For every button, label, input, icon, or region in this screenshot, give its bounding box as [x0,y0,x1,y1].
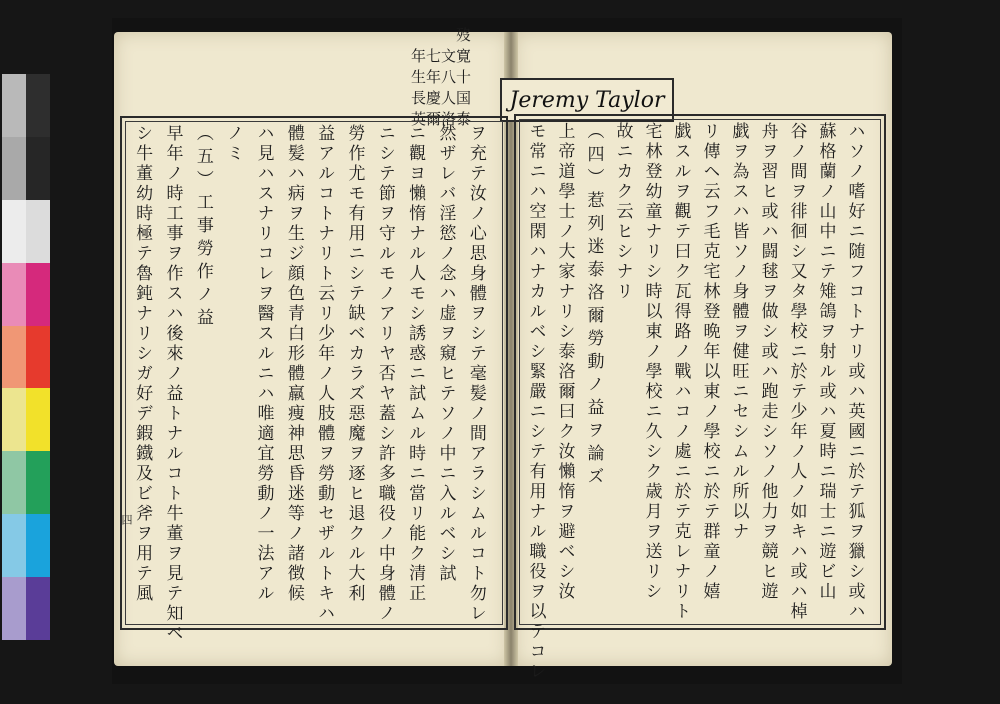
text-column: 然ザレバ淫慾ノ念ハ虚ヲ窺ヒテソノ中ニ入ルベシ試 [435,124,456,584]
margin-note-line: 泰洛爾英 [409,111,472,128]
text-column: 故ニカク云ヒシナリ [612,122,633,302]
text-column: 宅林登幼童ナリシ時以東ノ學校ニ久シク歳月ヲ送リシ [641,122,662,602]
color-patch [26,577,50,640]
color-patch [26,263,50,326]
color-calibration-strip [2,74,50,640]
text-column: 舟ヲ習ヒ或ハ闘毬ヲ做シ或ハ跑走シソノ他力ヲ競ヒ遊 [757,122,778,602]
color-patch [2,326,26,389]
text-column: リ傳ヘ云フ毛克宅林登晩年以東ノ學校ニ於テ群童ノ嬉 [699,122,720,602]
color-patch-row [2,514,50,577]
color-patch [26,388,50,451]
color-patch [26,326,50,389]
text-column: 早年ノ時工事ヲ作スハ後來ノ益トナルコト牛董ヲ見テ知ベ [162,124,183,644]
open-book [112,18,902,684]
text-column: 上帝道學士ノ大家ナリシ泰洛爾曰ク汝懶惰ヲ避ベシ汝 [554,122,575,602]
page-number: 四 [120,514,133,525]
text-column: ハソノ嗜好ニ随フコトナリ或ハ英國ニ於テ狐ヲ獵シ或ハ [844,122,865,622]
text-column: 谷ノ間ヲ徘徊シ又タ學校ニ於テ少年ノ人ノ如キハ或ハ棹 [786,122,807,622]
color-patch [2,74,26,137]
color-patch [2,577,26,640]
text-column: 戯スルヲ觀テ曰ク瓦得路ノ戰ハコノ處ニ於テ克レナリト [670,122,691,622]
color-patch [26,137,50,200]
text-column: ニ觀ヨ懶惰ナル人モシ誘惑ニ試ムル時ニ當リ能ク清正 [405,124,426,604]
color-patch-row [2,200,50,263]
text-column: シ牛董幼時極テ魯鈍ナリシガ好デ鍜鐡及ビ斧ヲ用テ風 [132,124,153,604]
margin-note-line: 十八年生 [409,69,472,86]
color-patch-row [2,74,50,137]
text-column: ノミ [223,124,244,164]
color-patch-row [2,326,50,389]
text-column: 勞作尤モ有用ニシテ缺ベカラズ惡魔ヲ逐ヒ退クル大利 [344,124,365,604]
margin-note-line: 国人慶長 [409,90,472,107]
color-patch [26,74,50,137]
text-column: 益アルコトナリト云リ少年ノ人肢體ヲ勞動セザルトキハ [314,124,335,624]
color-patch-row [2,577,50,640]
text-column: ニシテ節ヲ守ルモノアリヤ否ヤ蓋シ許多職役ノ中身體ノ [374,124,395,624]
color-patch [26,514,50,577]
right-text-frame [514,114,886,682]
color-patch [2,514,26,577]
color-patch-row [2,451,50,514]
text-column: モ常ニハ空閑ハナカルベシ緊嚴ニシテ有用ナル職役ヲ以テコレ [525,122,546,682]
text-column: ハ見ハスナリコレヲ醫スルニハ唯適宜勞動ノ一法アル [253,124,274,604]
margin-note-line: 歿 [454,27,472,44]
color-patch-row [2,263,50,326]
text-column: 戯ヲ為スハ皆ソノ身體ヲ健旺ニセシムル所以ナ [728,122,749,542]
color-patch [2,451,26,514]
signature-text: Jeremy Taylor [509,87,665,113]
color-patch-row [2,137,50,200]
color-patch [26,200,50,263]
color-patch-row [2,388,50,451]
left-text-frame [120,116,508,644]
color-patch [2,137,26,200]
text-column: （五）工事勞作ノ益 [192,124,213,331]
color-patch [2,263,26,326]
color-patch [2,388,26,451]
text-column: （四）惹列迷泰洛爾勞動ノ益ヲ論ズ [583,122,604,490]
text-column: ヲ充テ汝ノ心思身體ヲシテ毫髪ノ間アラシムルコト勿レ [465,124,486,624]
color-patch [26,451,50,514]
text-column: 體髪ハ病ヲ生ジ顔色青白形體羸痩神思昏迷等ノ諸徴候 [283,124,304,604]
margin-note-line: 寛文七年 [409,48,472,65]
text-column: 蘇格蘭ノ山中ニテ雉鴿ヲ射ル或ハ夏時ニ瑞士ニ遊ビ山 [815,122,836,602]
color-patch [2,200,26,263]
